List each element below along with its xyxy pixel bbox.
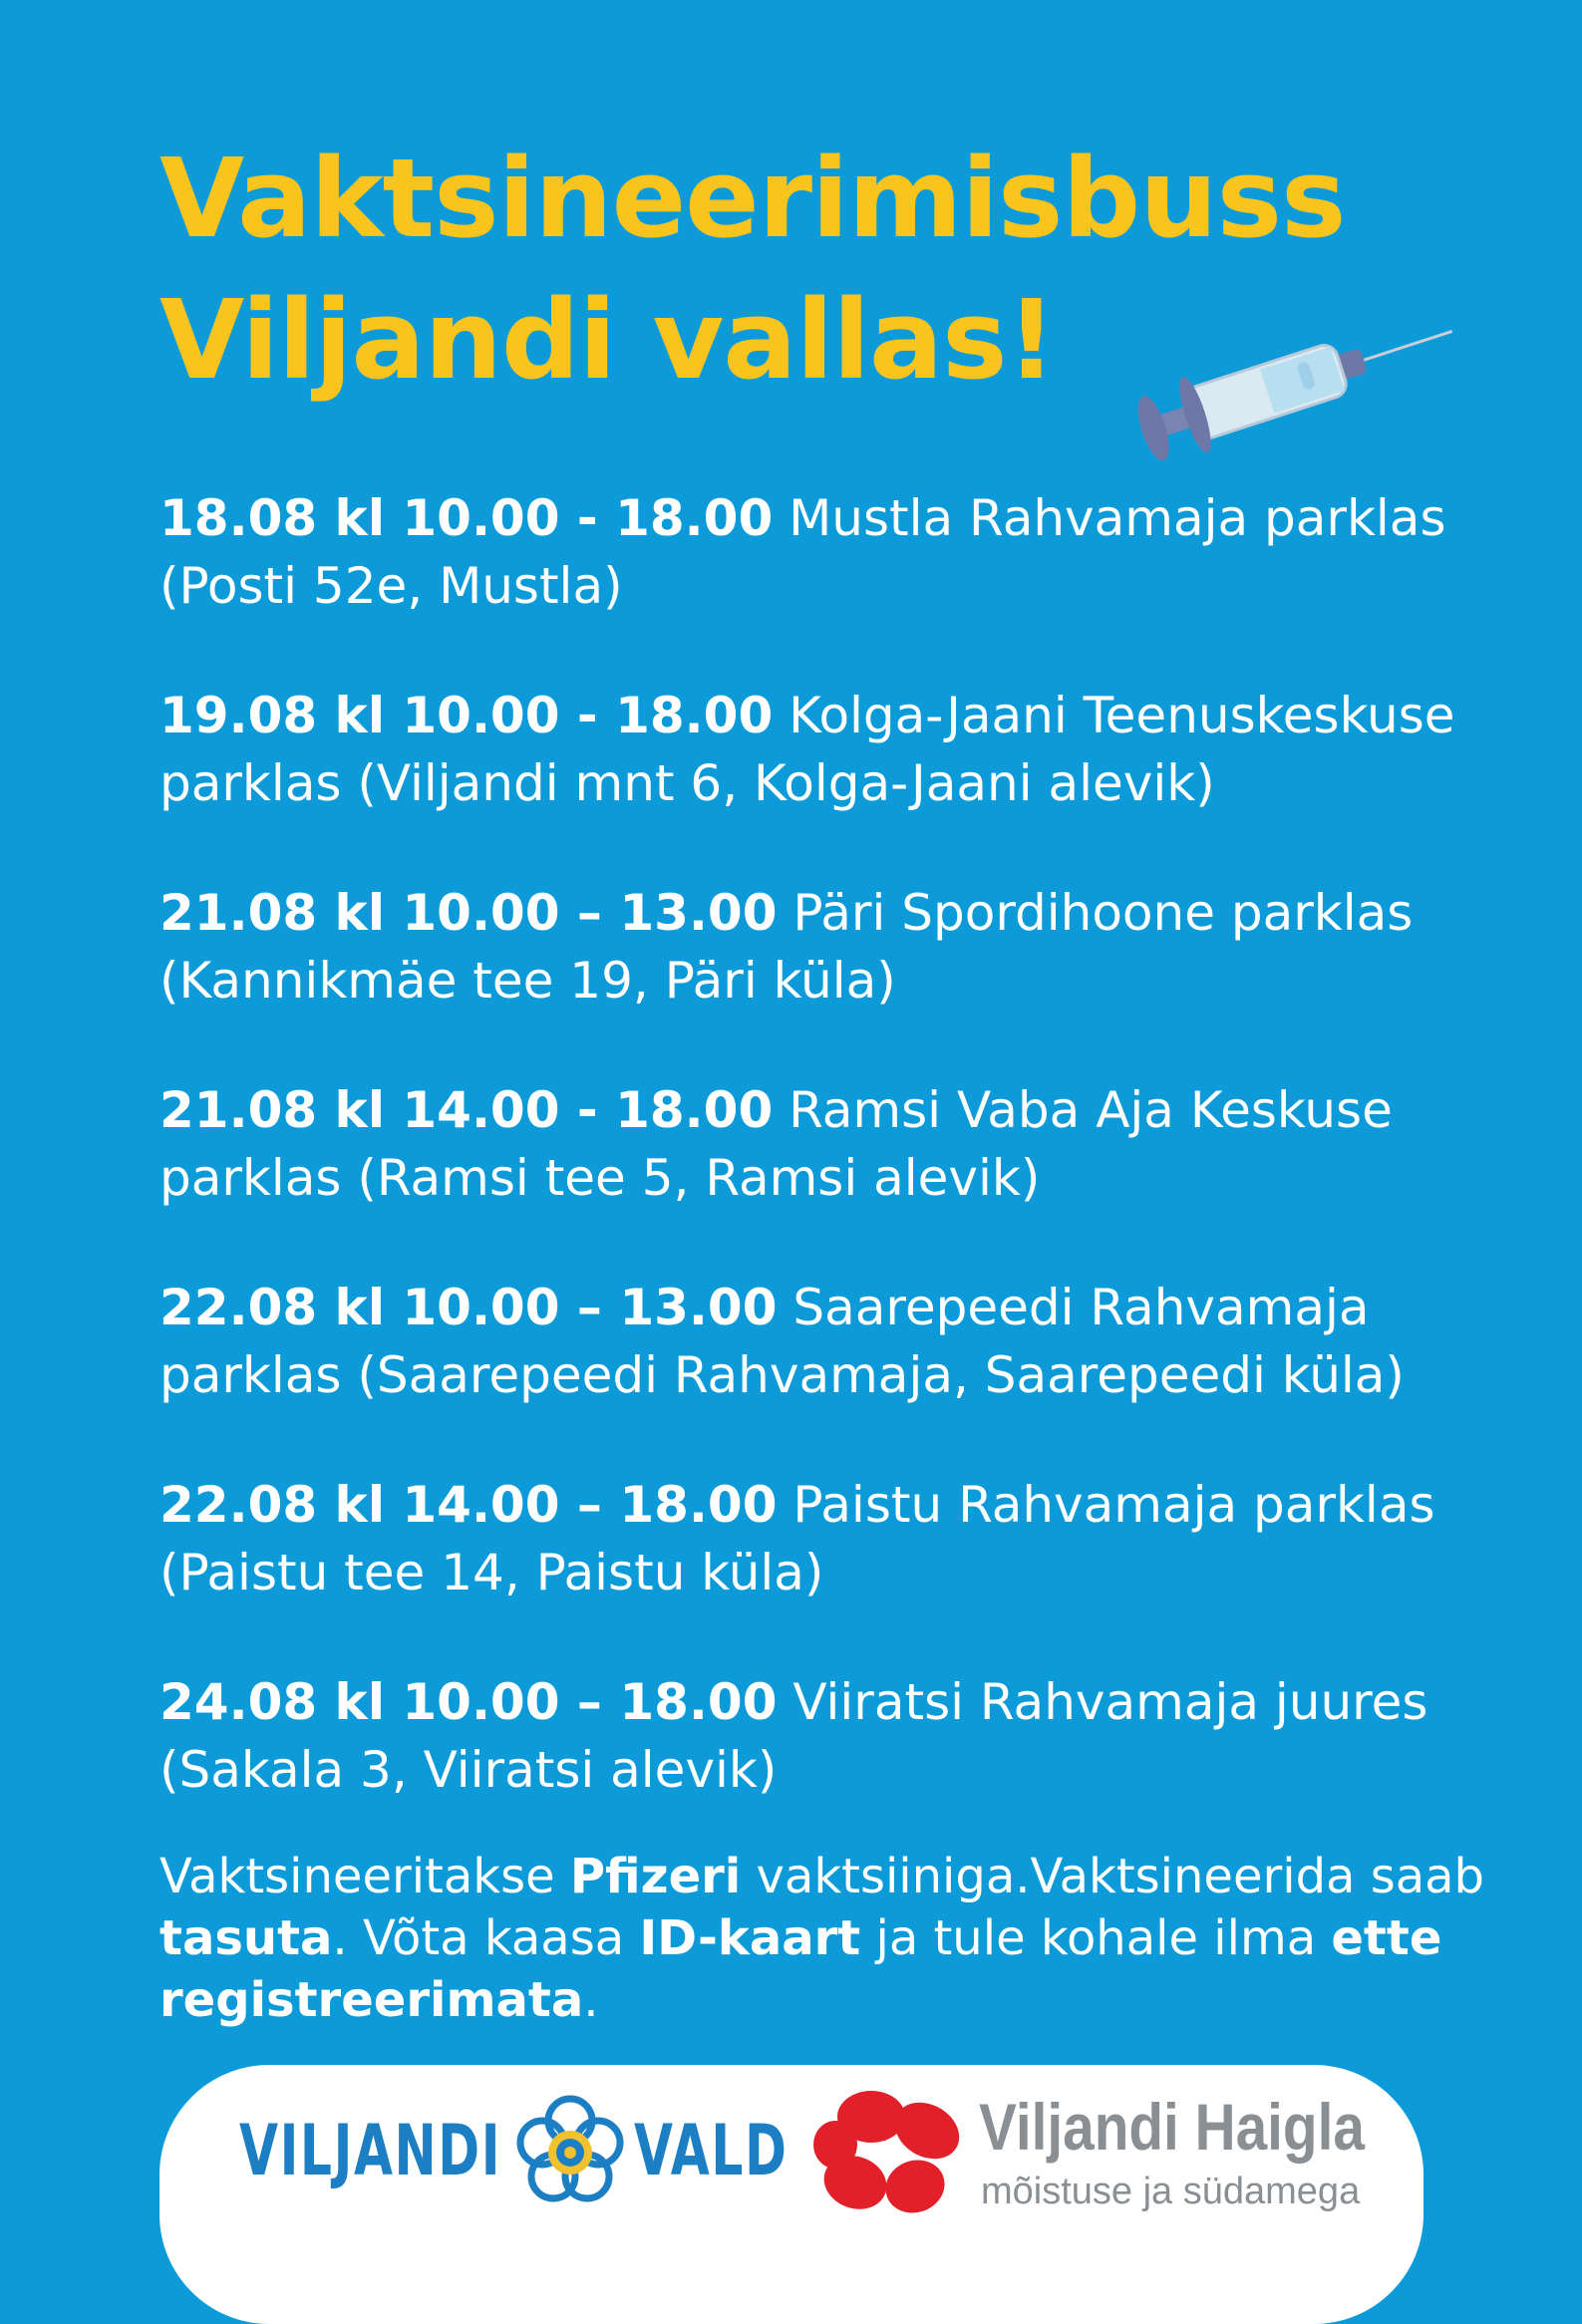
list-item bbox=[159, 1668, 1485, 1804]
syringe-icon bbox=[1116, 299, 1465, 468]
schedule-list bbox=[159, 484, 1485, 1866]
flower-emblem-icon bbox=[512, 2093, 628, 2208]
event-place: Viiratsi Rahvamaja juures bbox=[792, 1673, 1428, 1731]
note-text: vaktsiiniga.Vaktsineerida saab bbox=[741, 1849, 1485, 1904]
event-time: 21.08 kl 14.00 - 18.00 bbox=[159, 1081, 774, 1139]
note-text: ja tule kohale ilma bbox=[860, 1910, 1332, 1966]
event-time: 22.08 kl 10.00 – 13.00 bbox=[159, 1279, 778, 1336]
event-time: 21.08 kl 10.00 – 13.00 bbox=[159, 884, 778, 942]
list-item bbox=[159, 484, 1485, 620]
event-address: (Sakala 3, Viiratsi alevik) bbox=[159, 1741, 778, 1799]
note-text: . bbox=[583, 1972, 599, 2028]
event-place: Saarepeedi Rahvamaja bbox=[792, 1279, 1370, 1336]
note-emphasis: ID-kaart bbox=[639, 1910, 861, 1966]
event-place: Kolga-Jaani Teenuskeskuse bbox=[789, 687, 1455, 744]
event-place: Paistu Rahvamaja parklas bbox=[792, 1476, 1435, 1534]
event-address: parklas (Viljandi mnt 6, Kolga-Jaani alevik) bbox=[159, 754, 1215, 812]
event-place: Päri Spordihoone parklas bbox=[792, 884, 1414, 942]
event-address: (Posti 52e, Mustla) bbox=[159, 557, 623, 615]
event-place: Mustla Rahvamaja parklas bbox=[789, 489, 1446, 547]
note-emphasis: tasuta bbox=[159, 1910, 333, 1966]
event-address: parklas (Ramsi tee 5, Ramsi alevik) bbox=[159, 1149, 1041, 1207]
event-address: (Paistu tee 14, Paistu küla) bbox=[159, 1544, 824, 1601]
event-time: 22.08 kl 14.00 – 18.00 bbox=[159, 1476, 778, 1534]
list-item bbox=[159, 1471, 1485, 1606]
event-address: (Kannikmäe tee 19, Päri küla) bbox=[159, 952, 896, 1010]
vaccination-note bbox=[159, 1846, 1485, 2031]
list-item bbox=[159, 1076, 1485, 1212]
event-address: parklas (Saarepeedi Rahvamaja, Saarepeedi küla) bbox=[159, 1346, 1405, 1404]
list-item bbox=[159, 1274, 1485, 1409]
list-item bbox=[159, 879, 1485, 1015]
title-line-2: Viljandi vallas! bbox=[159, 276, 1056, 404]
viljandi-vald-logo-word-1: VILJANDI bbox=[239, 2110, 502, 2191]
viljandi-vald-logo-word-2: VALD bbox=[634, 2110, 789, 2191]
note-text: . Võta kaasa bbox=[332, 1910, 640, 1966]
viljandi-haigla-slogan: mõistuse ja südamega bbox=[981, 2171, 1361, 2212]
note-emphasis: ette registreerimata bbox=[159, 1910, 1442, 2028]
viljandi-haigla-logo-name: Viljandi Haigla bbox=[979, 2090, 1365, 2164]
title-line-1: Vaktsineerimisbuss bbox=[159, 135, 1346, 262]
event-time: 24.08 kl 10.00 – 18.00 bbox=[159, 1673, 778, 1731]
list-item bbox=[159, 682, 1485, 817]
event-time: 19.08 kl 10.00 - 18.00 bbox=[159, 687, 774, 744]
event-time: 18.08 kl 10.00 - 18.00 bbox=[159, 489, 774, 547]
note-text: Vaktsineeritakse bbox=[159, 1849, 570, 1904]
note-emphasis: Pfizeri bbox=[569, 1849, 742, 1904]
event-place: Ramsi Vaba Aja Keskuse bbox=[789, 1081, 1393, 1139]
heart-flower-icon bbox=[811, 2083, 971, 2222]
